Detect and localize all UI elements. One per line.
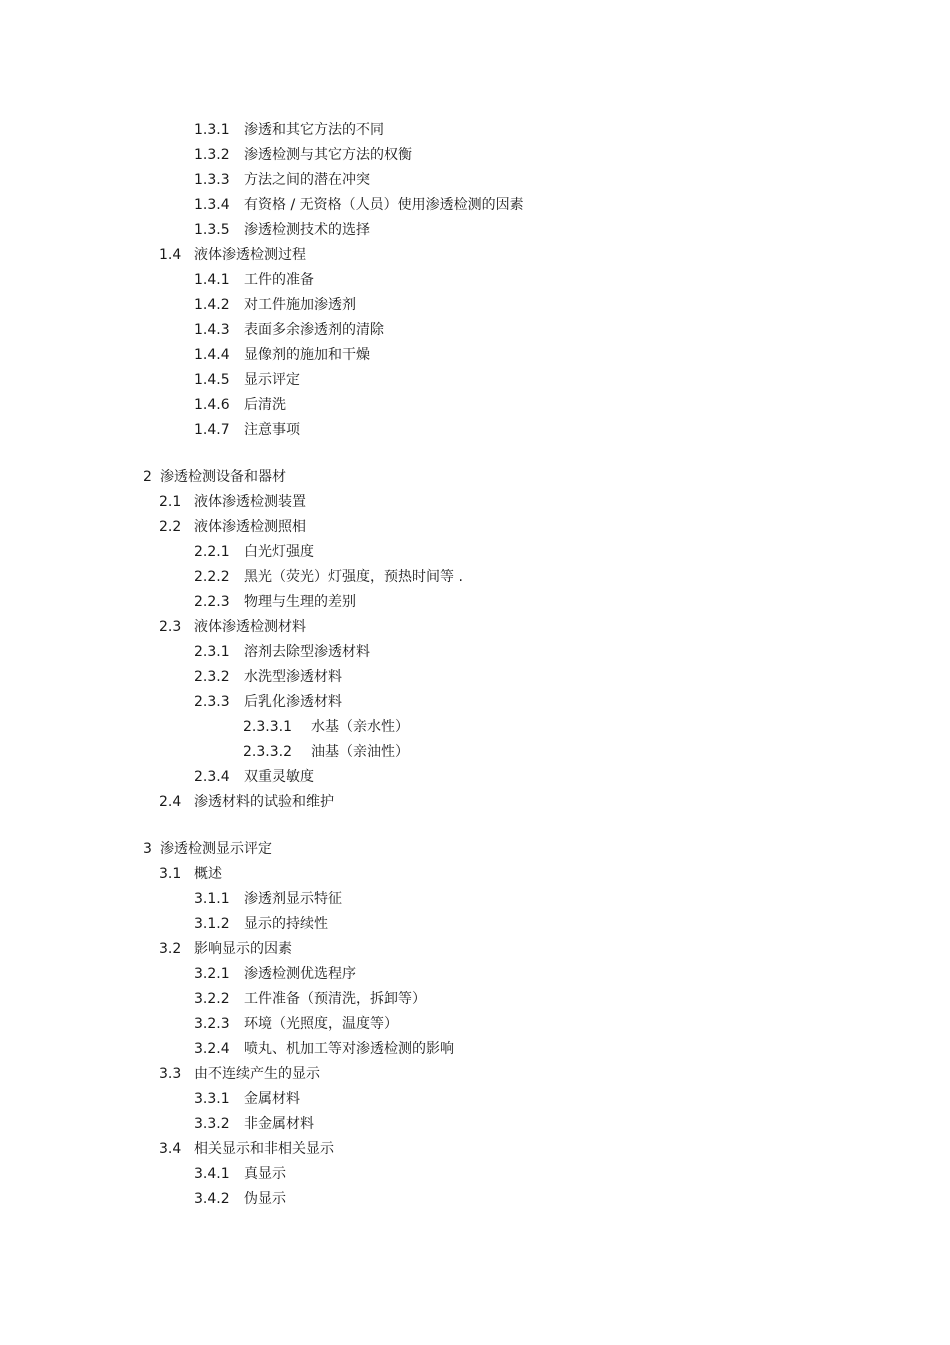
toc-entry	[0, 1164, 950, 1184]
toc-entry-number: 1.4.7	[194, 422, 230, 438]
toc-entry	[0, 964, 950, 984]
toc-entry	[0, 542, 950, 562]
toc-entry	[0, 370, 950, 390]
toc-entry	[0, 320, 950, 340]
toc-entry	[0, 1064, 950, 1084]
toc-entry	[0, 195, 950, 215]
toc-entry-number: 1.3.1	[194, 122, 230, 138]
toc-entry-title: 渗透检测设备和器材	[160, 469, 286, 485]
toc-entry-number: 1.4.1	[194, 272, 230, 288]
toc-entry-number: 2.3.3	[194, 694, 230, 710]
toc-entry-title: 相关显示和非相关显示	[194, 1141, 334, 1157]
toc-entry-title: 工件的准备	[244, 272, 314, 288]
toc-entry-title: 影响显示的因素	[194, 941, 292, 957]
toc-entry	[0, 1039, 950, 1059]
toc-entry-number: 1.4.6	[194, 397, 230, 413]
toc-entry-number: 2.2.1	[194, 544, 230, 560]
toc-entry	[0, 1114, 950, 1134]
toc-entry	[0, 345, 950, 365]
toc-entry	[0, 1089, 950, 1109]
toc-entry	[0, 914, 950, 934]
toc-entry-title: 环境（光照度，温度等）	[244, 1016, 398, 1032]
toc-entry-title: 有资格 / 无资格（人员）使用渗透检测的因素	[244, 197, 524, 213]
toc-entry	[0, 592, 950, 612]
toc-entry	[0, 567, 950, 587]
toc-entry-number: 3.4	[159, 1141, 182, 1157]
toc-entry	[0, 642, 950, 662]
toc-entry	[0, 1189, 950, 1209]
toc-entry	[0, 395, 950, 415]
toc-entry	[0, 517, 950, 537]
toc-entry-number: 1.3.5	[194, 222, 230, 238]
toc-entry-number: 2.4	[159, 794, 182, 810]
toc-entry-number: 3	[143, 841, 152, 857]
toc-entry-title: 显像剂的施加和干燥	[244, 347, 370, 363]
toc-entry-title: 黑光（荧光）灯强度，预热时间等 .	[244, 569, 463, 585]
toc-entry	[0, 667, 950, 687]
toc-entry-title: 渗透和其它方法的不同	[244, 122, 384, 138]
toc-entry	[0, 717, 950, 737]
toc-entry-title: 液体渗透检测过程	[194, 247, 306, 263]
toc-entry-title: 真显示	[244, 1166, 286, 1182]
toc-entry-number: 2.2.2	[194, 569, 230, 585]
toc-entry-title: 液体渗透检测装置	[194, 494, 306, 510]
toc-entry-title: 伪显示	[244, 1191, 286, 1207]
toc-entry-title: 后乳化渗透材料	[244, 694, 342, 710]
toc-entry-number: 3.2.3	[194, 1016, 230, 1032]
toc-entry	[0, 989, 950, 1009]
toc-entry-number: 2.2.3	[194, 594, 230, 610]
toc-entry-number: 2.2	[159, 519, 182, 535]
toc-entry-number: 3.1	[159, 866, 182, 882]
toc-entry	[0, 245, 950, 265]
toc-entry-number: 3.4.2	[194, 1191, 230, 1207]
toc-entry-title: 金属材料	[244, 1091, 300, 1107]
toc-entry-title: 渗透检测技术的选择	[244, 222, 370, 238]
toc-entry	[0, 1139, 950, 1159]
toc-entry-title: 渗透检测与其它方法的权衡	[244, 147, 412, 163]
toc-entry	[0, 420, 950, 440]
toc-entry-number: 1.4	[159, 247, 182, 263]
toc-entry-number: 3.3.1	[194, 1091, 230, 1107]
toc-entry-number: 3.1.2	[194, 916, 230, 932]
toc-entry	[0, 220, 950, 240]
toc-entry	[0, 467, 950, 487]
toc-entry-number: 1.4.3	[194, 322, 230, 338]
toc-entry	[0, 889, 950, 909]
toc-entry-title: 方法之间的潜在冲突	[244, 172, 370, 188]
toc-entry-number: 2.3.2	[194, 669, 230, 685]
toc-entry-number: 2.3.3.2	[243, 744, 292, 760]
toc-entry-title: 表面多余渗透剂的清除	[244, 322, 384, 338]
toc-entry-title: 后清洗	[244, 397, 286, 413]
toc-entry-number: 2.3.1	[194, 644, 230, 660]
toc-entry	[0, 1014, 950, 1034]
toc-entry-title: 工件准备（预清洗，拆卸等）	[244, 991, 426, 1007]
toc-entry	[0, 295, 950, 315]
toc-entry	[0, 692, 950, 712]
toc-entry-title: 双重灵敏度	[244, 769, 314, 785]
toc-entry	[0, 617, 950, 637]
toc-entry-number: 3.2	[159, 941, 182, 957]
toc-entry-title: 白光灯强度	[244, 544, 314, 560]
toc-entry	[0, 145, 950, 165]
toc-entry-title: 液体渗透检测照相	[194, 519, 306, 535]
toc-entry-title: 油基（亲油性）	[311, 744, 409, 760]
toc-entry	[0, 120, 950, 140]
toc-entry-number: 2.1	[159, 494, 182, 510]
toc-entry-title: 水洗型渗透材料	[244, 669, 342, 685]
toc-entry-title: 物理与生理的差别	[244, 594, 356, 610]
toc-entry-title: 注意事项	[244, 422, 300, 438]
toc-entry-title: 水基（亲水性）	[311, 719, 409, 735]
toc-entry-title: 显示评定	[244, 372, 300, 388]
toc-entry-number: 1.3.2	[194, 147, 230, 163]
toc-entry-number: 1.4.4	[194, 347, 230, 363]
toc-entry	[0, 864, 950, 884]
toc-entry-number: 3.2.1	[194, 966, 230, 982]
toc-entry-title: 喷丸、机加工等对渗透检测的影响	[244, 1041, 454, 1057]
toc-entry-number: 2	[143, 469, 152, 485]
toc-entry	[0, 742, 950, 762]
toc-entry	[0, 792, 950, 812]
toc-entry	[0, 492, 950, 512]
toc-entry-title: 渗透剂显示特征	[244, 891, 342, 907]
toc-entry-number: 3.2.4	[194, 1041, 230, 1057]
toc-entry-title: 由不连续产生的显示	[194, 1066, 320, 1082]
toc-entry-number: 1.3.4	[194, 197, 230, 213]
toc-entry-number: 2.3.4	[194, 769, 230, 785]
toc-entry-title: 渗透材料的试验和维护	[194, 794, 334, 810]
toc-entry	[0, 170, 950, 190]
toc-entry	[0, 839, 950, 859]
toc-entry-number: 1.4.5	[194, 372, 230, 388]
toc-entry-number: 1.4.2	[194, 297, 230, 313]
toc-entry-number: 1.3.3	[194, 172, 230, 188]
toc-entry-number: 3.4.1	[194, 1166, 230, 1182]
toc-entry-title: 显示的持续性	[244, 916, 328, 932]
toc-entry	[0, 270, 950, 290]
toc-entry-title: 渗透检测显示评定	[160, 841, 272, 857]
toc-entry	[0, 767, 950, 787]
toc-entry-title: 概述	[194, 866, 222, 882]
toc-entry-number: 3.3.2	[194, 1116, 230, 1132]
toc-entry-number: 2.3.3.1	[243, 719, 292, 735]
toc-entry-title: 渗透检测优选程序	[244, 966, 356, 982]
toc-entry-title: 溶剂去除型渗透材料	[244, 644, 370, 660]
toc-entry-number: 2.3	[159, 619, 182, 635]
toc-entry-title: 对工件施加渗透剂	[244, 297, 356, 313]
toc-entry-number: 3.1.1	[194, 891, 230, 907]
toc-entry-title: 非金属材料	[244, 1116, 314, 1132]
toc-entry	[0, 939, 950, 959]
toc-entry-number: 3.3	[159, 1066, 182, 1082]
toc-entry-number: 3.2.2	[194, 991, 230, 1007]
toc-entry-title: 液体渗透检测材料	[194, 619, 306, 635]
